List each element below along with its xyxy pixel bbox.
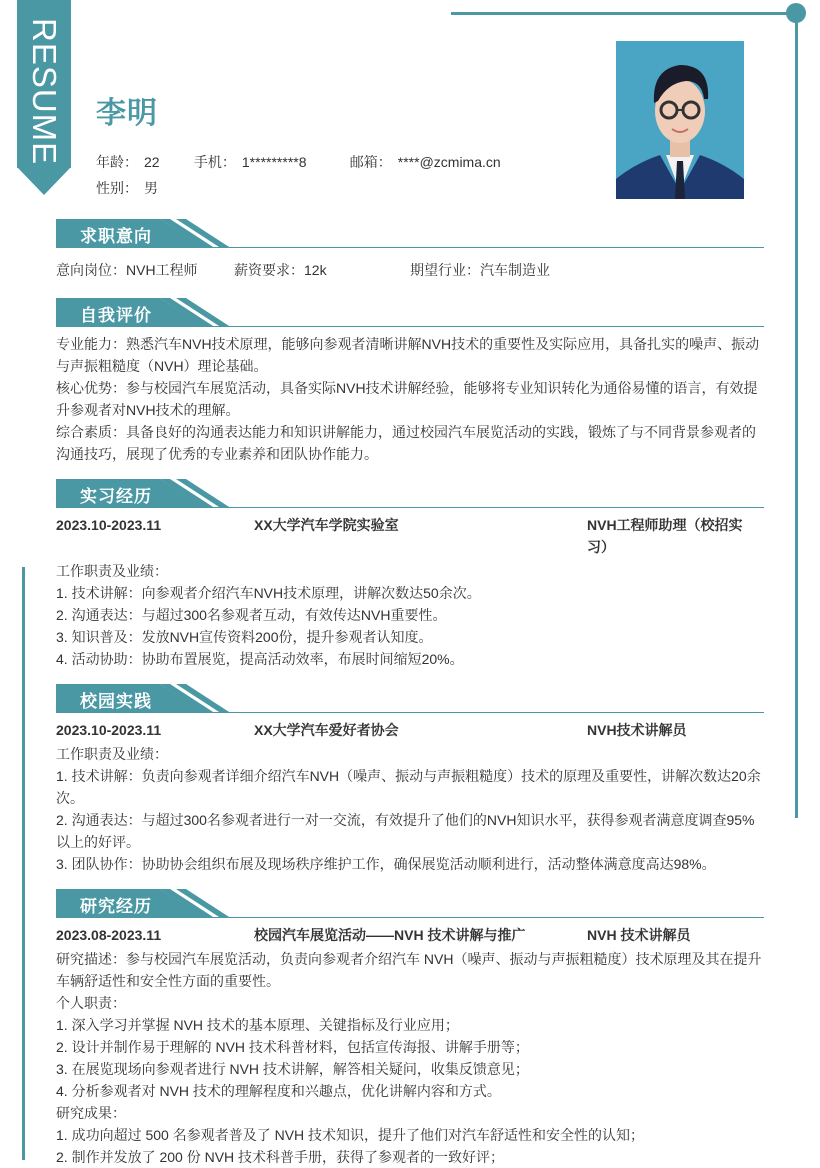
age-label: 年龄：: [96, 154, 138, 170]
gender-row: [96, 178, 158, 198]
research-role: NVH 技术讲解员: [587, 927, 691, 943]
resume-ribbon: [17, 0, 71, 195]
section-header-self-eval: [56, 298, 764, 328]
self-eval-body: [56, 333, 766, 465]
section-rule: [56, 507, 764, 508]
top-decor-line: [451, 12, 796, 15]
section-title: 自我评价: [80, 306, 152, 325]
phone-label: 手机：: [193, 154, 236, 170]
duties-label: 工作职责及业绩：: [56, 746, 168, 762]
duties-label: 个人职责：: [56, 995, 126, 1011]
duty-item: 3. 知识普及：发放NVH宣传资料200份，提升参观者认知度。: [56, 629, 433, 645]
duty-item: 4. 分析参观者对 NVH 技术的理解程度和兴趣点，优化讲解内容和方式。: [56, 1083, 501, 1099]
section-header-campus: [56, 684, 764, 714]
section-header-intent: [56, 219, 764, 249]
result-item: 1. 成功向超过 500 名参观者普及了 NVH 技术知识，提升了他们对汽车舒适性和安全性的认知；: [56, 1127, 645, 1143]
section-title: 研究经历: [80, 897, 152, 916]
intent-position: 意向岗位：NVH工程师: [56, 262, 198, 278]
duties-label: 工作职责及业绩：: [56, 563, 168, 579]
contact-row: [96, 152, 501, 172]
age-value: 22: [144, 154, 160, 170]
intent-industry: 期望行业：汽车制造业: [410, 262, 550, 278]
research-project: 校园汽车展览活动——NVH 技术讲解与推广: [254, 927, 526, 943]
duty-item: 1. 深入学习并掌握 NVH 技术的基本原理、关键指标及行业应用；: [56, 1017, 459, 1033]
duty-item: 4. 活动协助：协助布置展览，提高活动效率，布展时间缩短20%。: [56, 651, 464, 667]
left-decor-line: [22, 567, 25, 1160]
gender-label: 性别：: [96, 180, 138, 196]
research-body: [56, 948, 766, 1168]
internship-org: XX大学汽车学院实验室: [254, 517, 399, 533]
intent-salary: 薪资要求：12k: [234, 262, 327, 278]
campus-role: NVH技术讲解员: [587, 722, 687, 738]
self-eval-paragraph: 综合素质：具备良好的沟通表达能力和知识讲解能力，通过校园汽车展览活动的实践，锻炼了与不同背景参观者的沟通技巧，展现了优秀的专业素养和团队协作能力。: [56, 424, 756, 462]
campus-org: XX大学汽车爱好者协会: [254, 722, 399, 738]
internship-role: NVH工程师助理（校招实习）: [587, 517, 743, 555]
ribbon-label: RESUME: [26, 18, 63, 166]
section-title: 实习经历: [80, 487, 152, 506]
candidate-name: 李明: [96, 97, 158, 130]
duty-item: 2. 设计并制作易于理解的 NVH 技术科普材料，包括宣传海报、讲解手册等；: [56, 1039, 529, 1055]
research-description: 研究描述：参与校园汽车展览活动，负责向参观者介绍汽车 NVH（噪声、振动与声振粗糙度）技术原理及其在提升车辆舒适性和安全性方面的重要性。: [56, 951, 762, 989]
duty-item: 3. 团队协作：协助协会组织布展及现场秩序维护工作，确保展览活动顺利进行，活动整体满意度高达98%。: [56, 856, 716, 872]
duty-item: 3. 在展览现场向参观者进行 NVH 技术讲解，解答相关疑问，收集反馈意见；: [56, 1061, 529, 1077]
campus-body: [56, 743, 766, 875]
section-title: 求职意向: [80, 227, 152, 246]
section-header-research: [56, 889, 764, 919]
internship-body: [56, 560, 766, 670]
gender-value: 男: [144, 180, 158, 196]
decor-dot: [786, 3, 806, 23]
portrait-image: [616, 41, 744, 199]
section-rule: [56, 326, 764, 327]
duty-item: 2. 沟通表达：与超过300名参观者互动，有效传达NVH重要性。: [56, 607, 447, 623]
result-item: 2. 制作并发放了 200 份 NVH 技术科普手册，获得了参观者的一致好评；: [56, 1149, 505, 1165]
section-rule: [56, 712, 764, 713]
self-eval-paragraph: 核心优势：参与校园汽车展览活动，具备实际NVH技术讲解经验，能够将专业知识转化为通俗易懂的语言，有效提升参观者对NVH技术的理解。: [56, 380, 758, 418]
duty-item: 1. 技术讲解：负责向参观者详细介绍汽车NVH（噪声、振动与声振粗糙度）技术的原理及重要性，讲解次数达20余次。: [56, 768, 761, 806]
results-label: 研究成果：: [56, 1105, 126, 1121]
research-date: 2023.08-2023.11: [56, 927, 162, 943]
section-rule: [56, 917, 764, 918]
right-decor-line: [795, 12, 798, 818]
phone-value: 1*********8: [241, 154, 307, 170]
internship-date: 2023.10-2023.11: [56, 517, 162, 533]
email-value: ****@zcmima.cn: [397, 154, 501, 170]
campus-date: 2023.10-2023.11: [56, 722, 162, 738]
duty-item: 2. 沟通表达：与超过300名参观者进行一对一交流，有效提升了他们的NVH知识水平，获得参观者满意度调查95%以上的好评。: [56, 812, 755, 850]
section-title: 校园实践: [80, 692, 152, 711]
profile-photo: [616, 41, 744, 199]
section-rule: [56, 247, 764, 248]
email-label: 邮箱：: [349, 154, 392, 170]
duty-item: 1. 技术讲解：向参观者介绍汽车NVH技术原理，讲解次数达50余次。: [56, 585, 481, 601]
ribbon-tip: [17, 167, 71, 195]
self-eval-paragraph: 专业能力：熟悉汽车NVH技术原理，能够向参观者清晰讲解NVH技术的重要性及实际应用，具备扎实的噪声、振动与声振粗糙度（NVH）理论基础。: [56, 336, 760, 374]
section-header-internship: [56, 479, 764, 509]
